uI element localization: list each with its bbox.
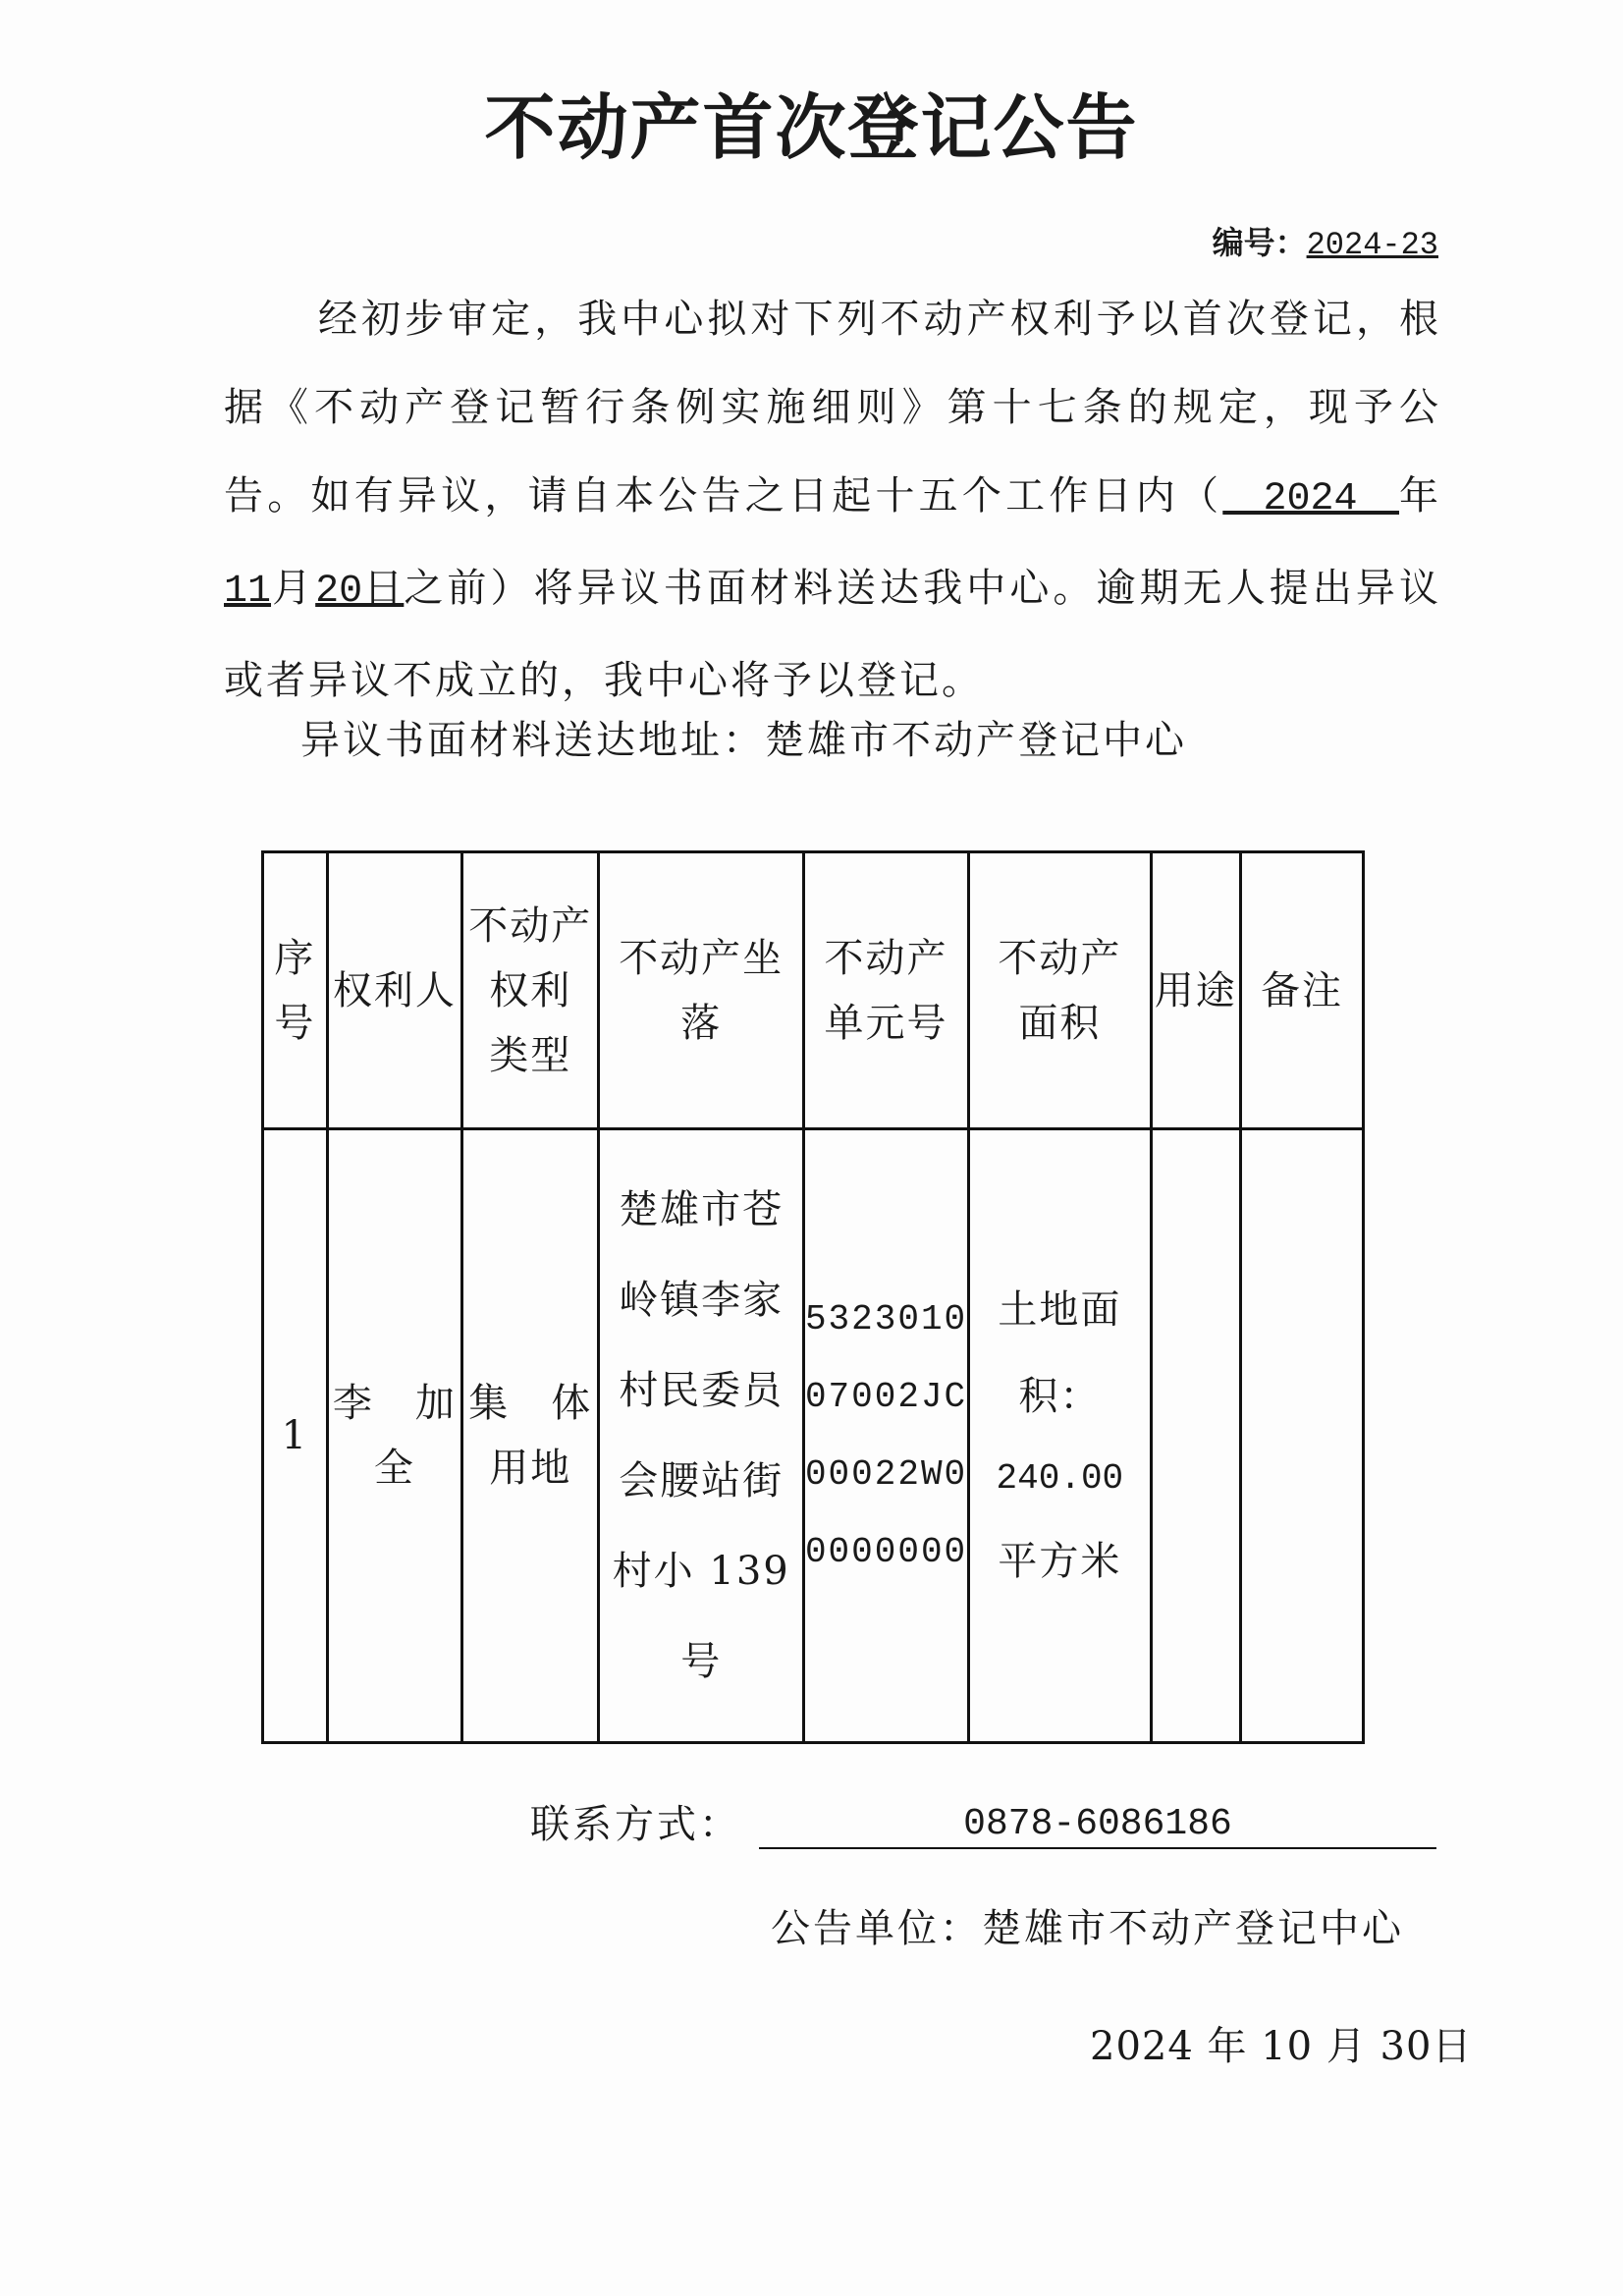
contact-label: 联系方式：: [530, 1802, 741, 1847]
page-title: 不动产首次登记公告: [484, 86, 1139, 169]
notice-body: [224, 275, 1441, 725]
deadline-year: 2024: [1222, 477, 1400, 521]
deadline-day: 20日: [315, 570, 405, 614]
cell-seq: 1: [263, 1129, 328, 1743]
cell-area: 土地面 积： 240.00 平方米: [969, 1129, 1151, 1743]
cell-right-type: 集 体 用地: [462, 1129, 599, 1743]
body-month-label: 月: [271, 566, 316, 611]
body-year-label: 年: [1399, 473, 1442, 519]
deadline-month: 11: [224, 570, 272, 614]
notice-number-label: 编号：: [1212, 224, 1307, 261]
notice-number: [1213, 218, 1438, 263]
cell-location: 楚雄市苍 岭镇李家 村民委员 会腰站街 村小 139 号: [599, 1129, 803, 1743]
header-holder: 权利人: [327, 852, 461, 1129]
header-unit-no: 不动产 单元号: [803, 852, 968, 1129]
issue-date: 2024 年 10 月 30日: [1090, 2024, 1473, 2069]
cell-usage: [1151, 1129, 1240, 1743]
header-usage: 用途: [1151, 852, 1240, 1129]
header-location: 不动产坐落: [599, 852, 803, 1129]
header-remark: 备注: [1240, 852, 1363, 1129]
body-text-1: 经初步审定，我中心拟对下列不动产权利予以首次登记，根据《不动产登记暂行条例实施细则》第十七条的规定，现予公告。如有异议，请自本公告之日起十五个工作日内（: [224, 297, 1441, 519]
cell-unit-no: 5323010 07002JC 00022W0 0000000: [803, 1129, 968, 1743]
contact-line: [530, 1793, 1436, 1849]
header-seq: 序 号: [263, 852, 328, 1129]
cell-remark: [1240, 1129, 1363, 1743]
issuer: 公告单位：楚雄市不动产登记中心: [771, 1906, 1404, 1951]
objection-address: 异议书面材料送达地址：楚雄市不动产登记中心: [300, 718, 1187, 763]
header-area: 不动产 面积: [969, 852, 1151, 1129]
header-right-type: 不动产 权利 类型: [462, 852, 599, 1129]
table-row: [263, 1129, 1364, 1743]
cell-holder: 李 加 全: [327, 1129, 461, 1743]
table-header-row: [263, 852, 1364, 1129]
body-text-2: 之前）将异议书面材料送达我中心。逾期无人提出异议或者异议不成立的，我中心将予以登记。: [224, 566, 1442, 703]
notice-number-value: 2024-23: [1306, 227, 1438, 263]
property-table: [261, 850, 1365, 1744]
contact-phone: 0878-6086186: [759, 1803, 1436, 1849]
